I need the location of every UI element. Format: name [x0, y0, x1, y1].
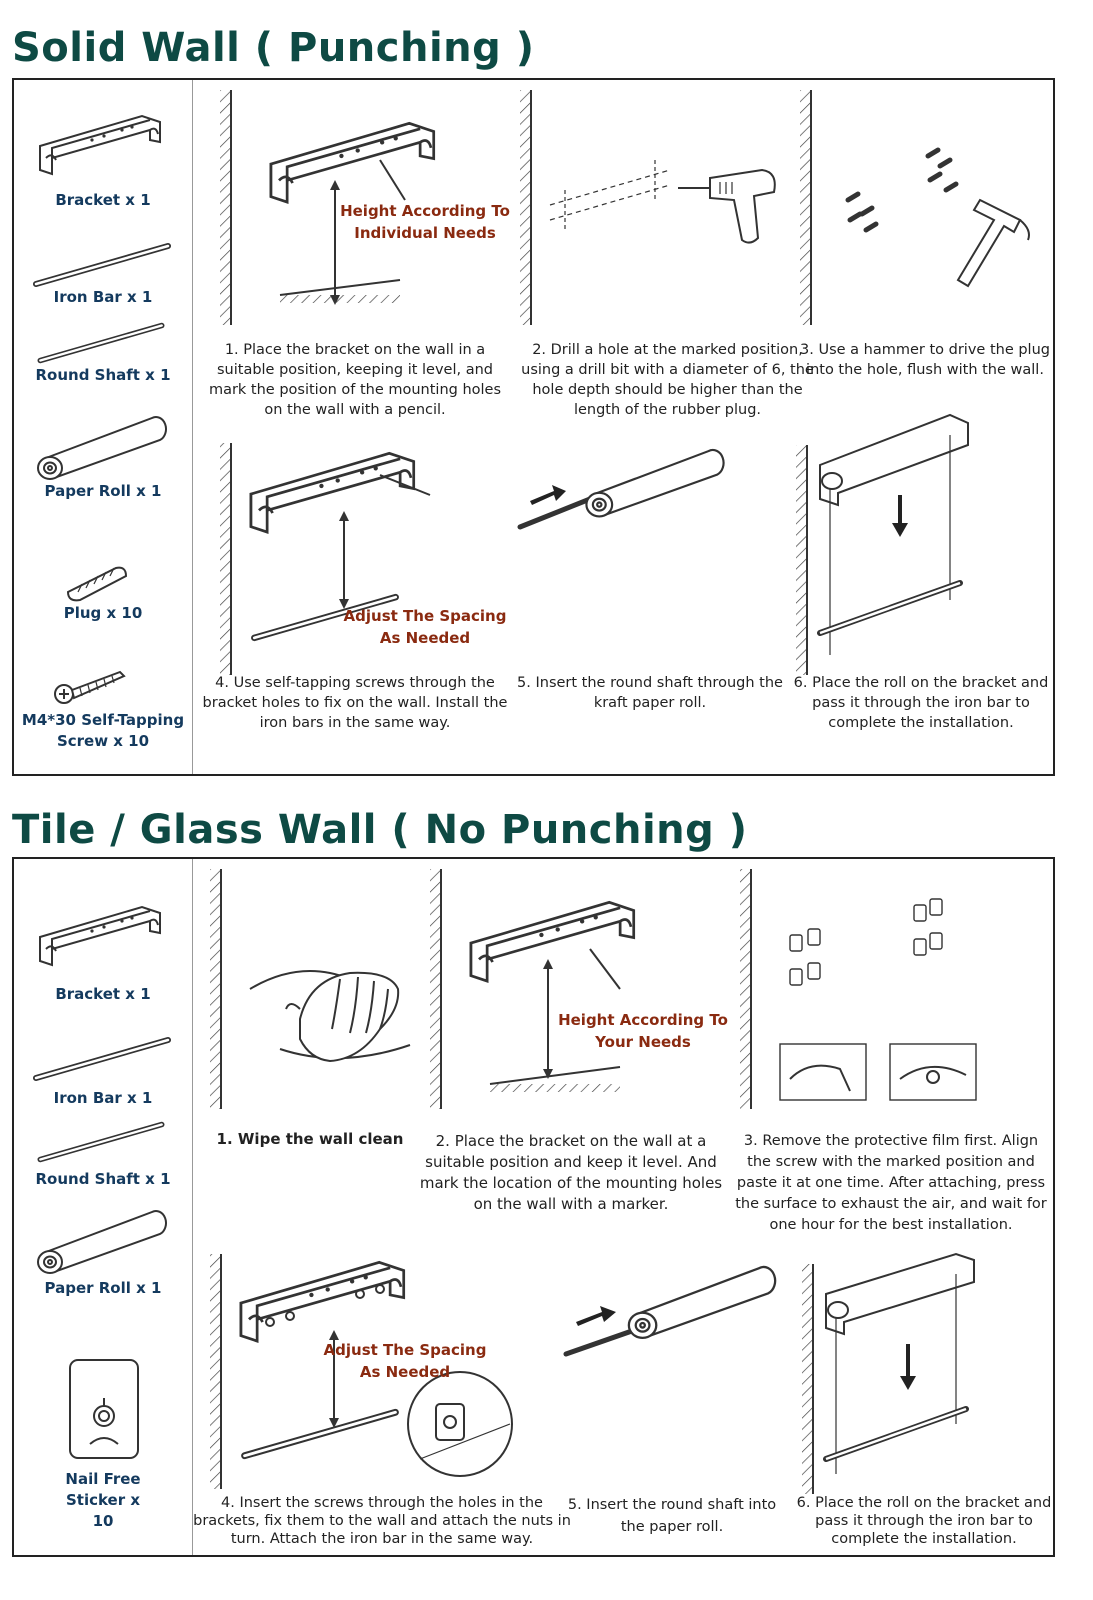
step-3: [800, 90, 1050, 420]
step-4: [200, 435, 510, 765]
step-6: [790, 405, 1052, 765]
step-2: [410, 869, 732, 1213]
step-3: [730, 869, 1052, 1233]
step-1: [200, 90, 510, 420]
part-label: Round Shaft x 1: [35, 1170, 171, 1188]
step-caption: 3. Remove the protective film first. Align the screw with the marked position and paste it at one time. After attaching, press the surface to exhaust the air, and wait for one hour for the best installation.: [735, 1133, 1047, 1233]
step-caption: 4. Insert the screws through the holes in the brackets, fix them to the wall and attach the nuts in turn. Attach the iron bar in the same way.: [193, 1495, 571, 1547]
step-2: [520, 90, 815, 420]
plug-icon: [62, 562, 132, 602]
step-6-illustration: [790, 405, 1052, 675]
step-caption: 4. Use self-tapping screws through the bracket holes to fix on the wall. Install the iron bars in the same way.: [202, 675, 508, 731]
parts-list: [14, 80, 193, 774]
step-2-illustration: [520, 90, 815, 330]
spacing-note: Adjust The Spacing As Needed: [323, 1341, 487, 1381]
solid-wall-panel: [12, 78, 1055, 776]
step-2-illustration: [430, 869, 730, 1109]
tile-glass-wall-panel: [12, 857, 1055, 1557]
section-title-tile-glass-wall: Tile / Glass Wall ( No Punching ): [12, 807, 748, 853]
part-label: Nail Free Sticker x 10: [65, 1470, 141, 1530]
part-label: Paper Roll x 1: [44, 1279, 162, 1297]
sticker-icon: [64, 1354, 144, 1464]
step-5-illustration: [510, 435, 790, 675]
step-caption: 3. Use a hammer to drive the plug into the hole, flush with the wall.: [800, 342, 1050, 378]
bracket-icon: [32, 899, 172, 969]
step-caption: 1. Wipe the wall clean: [216, 1130, 404, 1148]
step-6-illustration: [796, 1254, 1052, 1494]
part-label: Plug x 10: [63, 604, 143, 622]
step-1-illustration: [210, 869, 420, 1109]
parts-list: [14, 859, 193, 1555]
step-4: [192, 1244, 572, 1556]
step-caption: 2. Place the bracket on the wall at a suitable position and keep it level. And mark the location of the mounting holes on the wall with a marker.: [419, 1132, 723, 1213]
step-caption: 6. Place the roll on the bracket and pass it through the iron bar to complete the installation.: [793, 675, 1049, 731]
step-5: [562, 1244, 782, 1556]
iron-bar-icon: [32, 1034, 172, 1084]
screw-icon: [52, 666, 132, 706]
part-label: Iron Bar x 1: [53, 1089, 153, 1107]
iron-bar-icon: [32, 240, 172, 290]
part-label: Bracket x 1: [55, 191, 151, 209]
part-label: Iron Bar x 1: [53, 288, 153, 306]
paper-roll-icon: [32, 410, 172, 480]
round-shaft-icon: [36, 1119, 166, 1165]
height-note: Height According To Your Needs: [558, 1011, 728, 1051]
spacing-note: Adjust The Spacing As Needed: [343, 607, 507, 647]
step-5: [510, 435, 790, 765]
step-caption: 2. Drill a hole at the marked position, using a drill bit with a diameter of 6, the hole depth should be higher than the length of the rubber plug.: [521, 342, 814, 418]
section-title-solid-wall: Solid Wall ( Punching ): [12, 25, 535, 71]
step-caption: 1. Place the bracket on the wall in a suitable position, keeping it level, and mark the position of the mounting holes on the wall with a pencil.: [208, 342, 502, 418]
bracket-icon: [32, 108, 172, 178]
step-caption: 5. Insert the round shaft into the paper roll.: [567, 1497, 777, 1535]
step-caption: 6. Place the roll on the bracket and pass it through the iron bar to complete the installation.: [796, 1495, 1052, 1547]
step-3-illustration: [800, 90, 1050, 330]
part-label: Paper Roll x 1: [44, 482, 162, 500]
part-label: M4*30 Self-Tapping Screw x 10: [21, 711, 185, 750]
round-shaft-icon: [36, 320, 166, 366]
paper-roll-icon: [32, 1204, 172, 1274]
height-note: Height According To Individual Needs: [340, 202, 510, 242]
step-5-illustration: [562, 1244, 782, 1484]
step-3-illustration: [730, 869, 1052, 1119]
step-6: [796, 1254, 1052, 1556]
step-1: [200, 869, 420, 1199]
part-label: Bracket x 1: [55, 985, 151, 1003]
part-label: Round Shaft x 1: [35, 366, 171, 384]
step-caption: 5. Insert the round shaft through the kraft paper roll.: [517, 675, 783, 711]
